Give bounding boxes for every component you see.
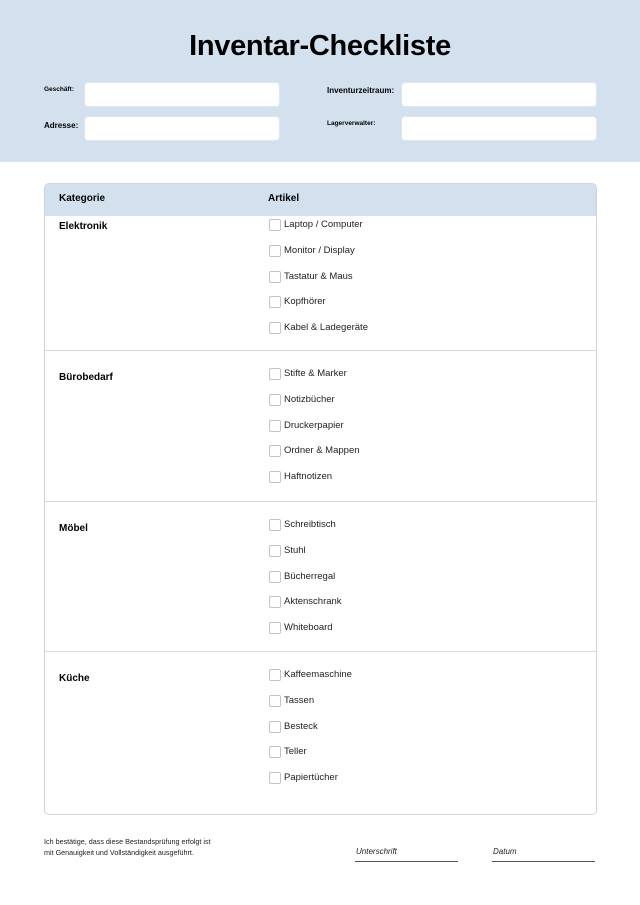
item-label: Ordner & Mappen (284, 445, 360, 457)
checkbox[interactable] (269, 219, 281, 231)
adresse-label: Adresse: (44, 121, 79, 130)
category-label: Möbel (59, 523, 88, 534)
item-label: Tastatur & Maus (284, 270, 353, 282)
inventory-table (44, 183, 597, 815)
checkbox[interactable] (269, 368, 281, 380)
checkbox[interactable] (269, 545, 281, 557)
statement-line-2: mit Genauigkeit und Vollständigkeit ausgeführt. (44, 848, 194, 857)
date-label: Datum (493, 847, 517, 856)
item-label: Schreibtisch (284, 519, 336, 530)
signature-label: Unterschrift (356, 847, 397, 856)
category-section (45, 216, 596, 351)
item-label: Stifte & Marker (284, 368, 347, 379)
checkbox[interactable] (269, 420, 281, 432)
category-label: Bürobedarf (59, 372, 113, 383)
checkbox[interactable] (269, 596, 281, 608)
item-label: Besteck (284, 720, 318, 732)
item-label: Laptop / Computer (284, 219, 363, 230)
checkbox[interactable] (269, 519, 281, 531)
lagerverwalter-label: Lagerverwalter: (327, 120, 376, 127)
item-label: Stuhl (284, 544, 306, 556)
checkbox[interactable] (269, 471, 281, 483)
category-label: Küche (59, 673, 90, 684)
geschaeft-label: Geschäft: (44, 86, 74, 93)
item-label: Papiertücher (284, 772, 338, 784)
header-kategorie: Kategorie (59, 193, 106, 204)
item-label: Kopfhörer (284, 296, 326, 308)
checkbox[interactable] (269, 571, 281, 583)
category-section (45, 501, 596, 652)
checkbox[interactable] (269, 322, 281, 334)
checkbox[interactable] (269, 245, 281, 257)
item-label: Notizbücher (284, 393, 335, 405)
checkbox[interactable] (269, 271, 281, 283)
confirmation-statement (44, 836, 244, 858)
header-artikel: Artikel (268, 193, 300, 204)
checkbox[interactable] (269, 622, 281, 634)
item-label: Haftnotizen (284, 471, 333, 483)
category-section (45, 350, 596, 502)
item-label: Bücherregal (284, 570, 336, 582)
item-label: Whiteboard (284, 622, 333, 634)
item-label: Kaffeemaschine (284, 669, 352, 680)
checkbox[interactable] (269, 695, 281, 707)
checkbox[interactable] (269, 746, 281, 758)
header-band (0, 0, 640, 162)
geschaeft-field[interactable] (84, 82, 280, 107)
item-label: Monitor / Display (284, 244, 355, 256)
item-label: Kabel & Ladegeräte (284, 322, 368, 334)
item-label: Druckerpapier (284, 419, 344, 431)
checkbox[interactable] (269, 394, 281, 406)
statement-line-1: Ich bestätige, dass diese Bestandsprüfung erfolgt ist (44, 837, 211, 846)
checkbox[interactable] (269, 296, 281, 308)
lagerverwalter-field[interactable] (401, 116, 597, 141)
zeitraum-field[interactable] (401, 82, 597, 107)
item-label: Aktenschrank (284, 596, 342, 608)
checkbox[interactable] (269, 669, 281, 681)
category-section (45, 651, 596, 814)
adresse-field[interactable] (84, 116, 280, 141)
checkbox[interactable] (269, 721, 281, 733)
table-header (45, 184, 596, 216)
category-label: Elektronik (59, 221, 108, 232)
checkbox[interactable] (269, 445, 281, 457)
zeitraum-label: Inventurzeitraum: (327, 86, 395, 95)
item-label: Teller (284, 746, 307, 758)
item-label: Tassen (284, 694, 315, 706)
page-title: Inventar-Checkliste (189, 30, 451, 62)
checkbox[interactable] (269, 772, 281, 784)
